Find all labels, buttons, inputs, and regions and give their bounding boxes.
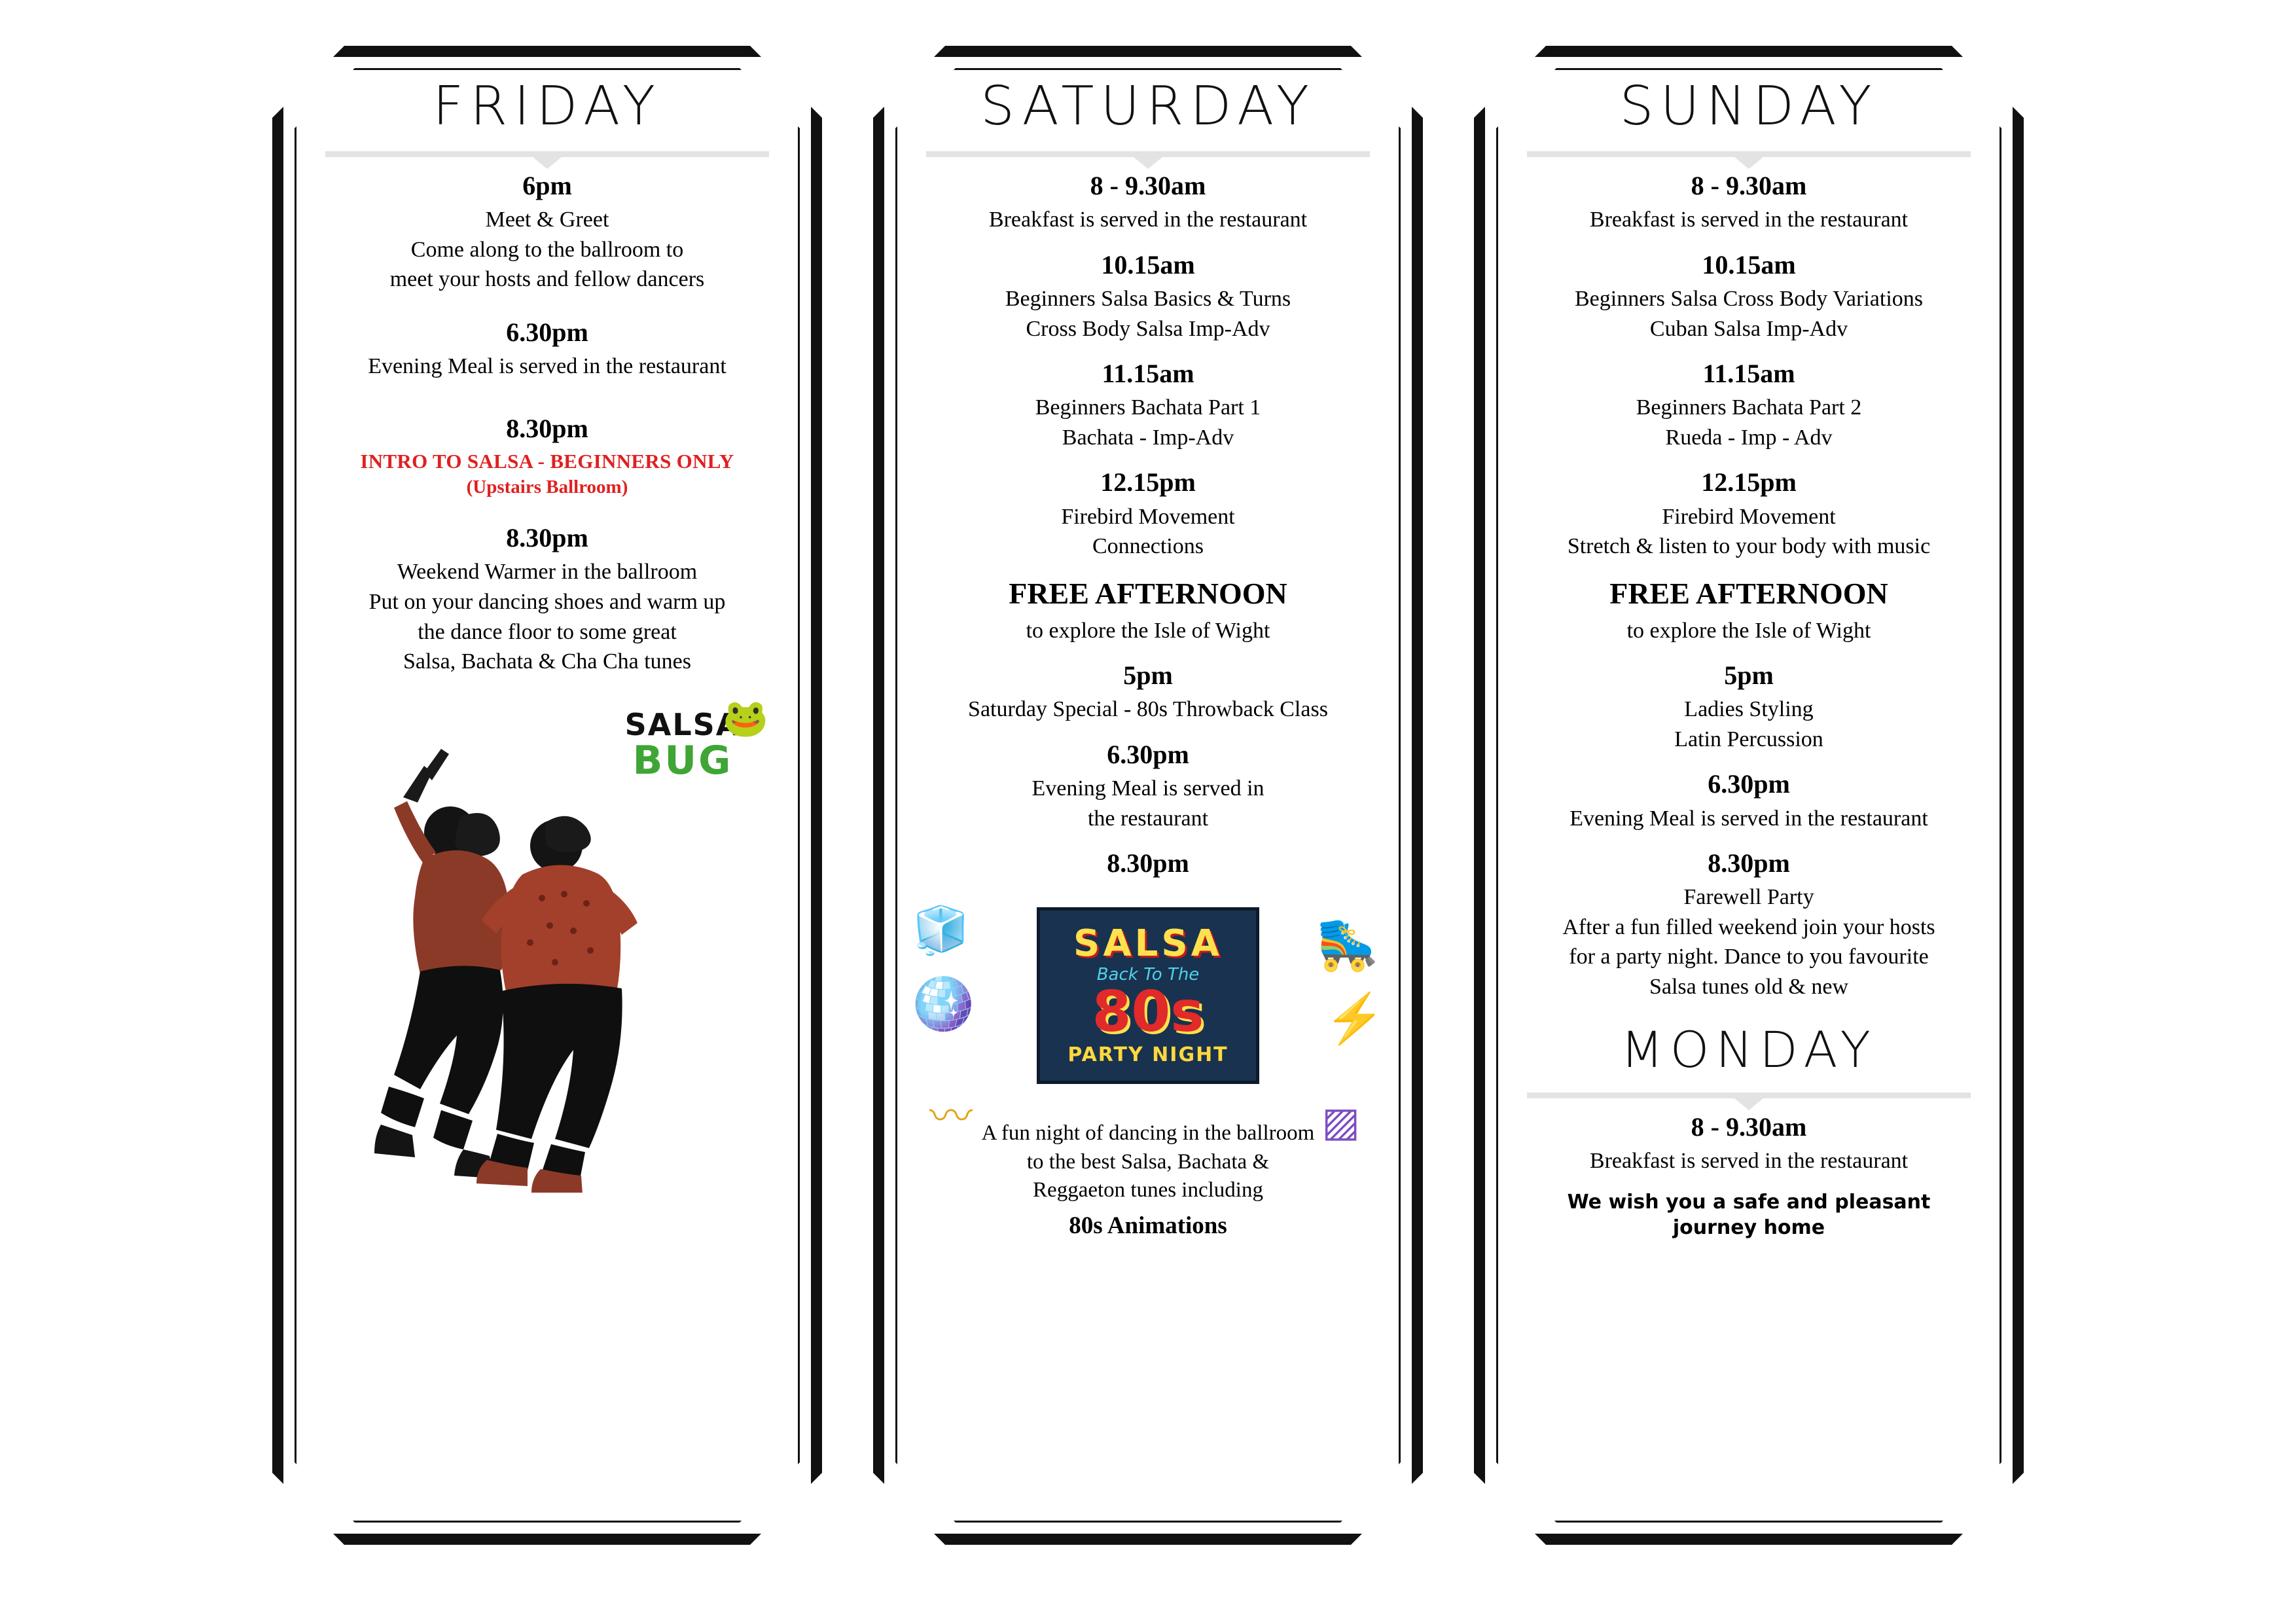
entry-time: 8.30pm xyxy=(1708,848,1790,878)
entry-time: 10.15am xyxy=(1702,249,1796,280)
schedule-entry xyxy=(907,846,1389,882)
day-title-monday: MONDAY xyxy=(1621,1020,1877,1079)
entry-time: FREE AFTERNOON xyxy=(1609,576,1888,610)
squiggle-icon: 〰 xyxy=(929,1093,973,1142)
schedule-entry xyxy=(306,521,788,676)
logo-line-2: Back To The xyxy=(1096,964,1200,984)
day-title-sunday: SUNDAY xyxy=(1619,75,1878,137)
divider-bar xyxy=(325,151,768,157)
footer-line: A fun night of dancing in the ballroom xyxy=(981,1121,1315,1146)
entry-line: Ladies Styling xyxy=(1684,697,1814,722)
divider-notch-icon xyxy=(1734,157,1763,169)
entry-list-saturday xyxy=(907,169,1389,895)
closing-message xyxy=(1508,1189,1990,1240)
entry-time: 6.30pm xyxy=(1107,739,1189,769)
entry-time: 8.30pm xyxy=(506,413,588,443)
ticket-content-friday xyxy=(306,75,788,1521)
entry-time: 8 - 9.30am xyxy=(1090,171,1206,201)
title-divider xyxy=(1527,1088,1970,1104)
entry-line: Beginners Salsa Basics & Turns xyxy=(1005,287,1291,312)
entry-time: FREE AFTERNOON xyxy=(1009,576,1287,610)
ticket-friday xyxy=(272,46,822,1545)
entry-line: Evening Meal is served in xyxy=(1031,776,1265,801)
schedule-entry xyxy=(907,357,1389,452)
entry-line: Come along to the ballroom to xyxy=(410,237,684,262)
lightning-bolt-icon: ⚡ xyxy=(1324,992,1385,1047)
closing-line: We wish you a safe and pleasant xyxy=(1567,1191,1931,1214)
saturday-footer-text xyxy=(907,1119,1389,1242)
entry-time: 5pm xyxy=(1724,660,1774,691)
entry-time: 12.15pm xyxy=(1701,467,1797,497)
entry-time: 8 - 9.30am xyxy=(1691,1112,1807,1142)
schedule-entry-free-afternoon xyxy=(1508,575,1990,645)
entry-time: 6.30pm xyxy=(1708,769,1790,799)
schedule-entry xyxy=(1508,1110,1990,1176)
entry-line: Put on your dancing shoes and warm up xyxy=(368,589,726,614)
schedule-entry xyxy=(1508,248,1990,344)
schedule-entry-free-afternoon xyxy=(907,575,1389,645)
entry-time: 8.30pm xyxy=(506,523,588,553)
entry-time: 8.30pm xyxy=(1107,848,1189,878)
ticket-content-saturday xyxy=(907,75,1389,1521)
entry-line: meet your hosts and fellow dancers xyxy=(389,267,705,292)
entry-time: 8 - 9.30am xyxy=(1691,171,1807,201)
schedule-entry xyxy=(1508,465,1990,561)
entry-time: 6pm xyxy=(522,171,572,201)
entry-line: Connections xyxy=(1092,534,1204,559)
entry-line: Salsa tunes old & new xyxy=(1649,974,1849,999)
schedule-entry xyxy=(907,248,1389,344)
divider-bar xyxy=(1527,151,1970,157)
footer-line: Reggaeton tunes including xyxy=(1033,1178,1263,1202)
divider-notch-icon xyxy=(533,157,562,169)
roller-skate-icon: 🛼 xyxy=(1316,916,1380,973)
schedule-entry xyxy=(306,169,788,295)
footer-line-bold: 80s Animations xyxy=(1069,1212,1227,1239)
entry-time: 6.30pm xyxy=(506,317,588,347)
divider-notch-icon xyxy=(1734,1098,1763,1110)
entry-line: Breakfast is served in the restaurant xyxy=(1589,1149,1909,1174)
schedule-entry xyxy=(306,412,788,501)
entry-line: Firebird Movement xyxy=(1061,504,1235,529)
ticket-sunday xyxy=(1474,46,2024,1545)
entry-line: Beginners Bachata Part 2 xyxy=(1636,395,1862,420)
entry-line: Bachata - Imp-Adv xyxy=(1062,425,1234,450)
entry-time: 12.15pm xyxy=(1100,467,1196,497)
entry-line: Beginners Salsa Cross Body Variations xyxy=(1574,287,1923,312)
entry-time: 10.15am xyxy=(1101,249,1195,280)
schedule-entry xyxy=(306,316,788,382)
title-divider xyxy=(926,147,1369,162)
schedule-entry xyxy=(907,169,1389,235)
entry-time: 5pm xyxy=(1123,660,1173,691)
entry-line: After a fun filled weekend join your hosts xyxy=(1562,914,1935,939)
entry-line-highlight: INTRO TO SALSA - BEGINNERS ONLY xyxy=(360,449,734,473)
entry-line: to explore the Isle of Wight xyxy=(1026,618,1270,643)
schedule-entry xyxy=(1508,767,1990,833)
divider-notch-icon xyxy=(1134,157,1162,169)
schedule-entry xyxy=(1508,846,1990,1001)
entry-line: the restaurant xyxy=(1087,806,1209,831)
entry-time: 11.15am xyxy=(1102,359,1194,389)
entry-line: Breakfast is served in the restaurant xyxy=(988,208,1308,232)
entry-line: Weekend Warmer in the ballroom xyxy=(397,560,698,585)
schedule-entry xyxy=(907,659,1389,725)
entry-line: Salsa, Bachata & Cha Cha tunes xyxy=(403,649,691,674)
entry-line: the dance floor to some great xyxy=(418,619,677,644)
entry-line: Rueda - Imp - Adv xyxy=(1665,425,1833,450)
memphis-stairs-icon: ▨ xyxy=(1321,1100,1360,1146)
rubiks-cube-icon: 🧊 xyxy=(912,906,970,957)
entry-line: Meet & Greet xyxy=(485,208,609,232)
eighties-party-logo xyxy=(1037,907,1259,1084)
entry-line: Latin Percussion xyxy=(1674,727,1823,751)
schedule-entry xyxy=(907,738,1389,833)
entry-list-friday xyxy=(306,169,788,690)
closing-line: journey home xyxy=(1672,1216,1825,1240)
schedule-entry xyxy=(1508,659,1990,754)
salsabug-logo-top: SALSA xyxy=(624,706,741,742)
entry-line: Cross Body Salsa Imp-Adv xyxy=(1026,316,1270,341)
entry-line: Firebird Movement xyxy=(1662,504,1836,529)
title-divider xyxy=(325,147,768,162)
entry-line: Stretch & listen to your body with music xyxy=(1567,534,1931,559)
logo-line-3: 80s xyxy=(1092,979,1204,1045)
schedule-entry xyxy=(907,465,1389,561)
entry-line: Evening Meal is served in the restaurant xyxy=(368,354,726,379)
divider-bar xyxy=(1527,1092,1970,1098)
entry-line: Evening Meal is served in the restaurant xyxy=(1570,806,1928,831)
monday-section xyxy=(1508,1020,1990,1254)
title-divider xyxy=(1527,147,1970,162)
frog-icon: 🐸 xyxy=(723,696,768,740)
entry-line: to explore the Isle of Wight xyxy=(1626,618,1871,643)
entry-line-highlight: (Upstairs Ballroom) xyxy=(466,477,628,498)
dancing-couple-silhouette-icon xyxy=(326,734,666,1193)
entry-line: for a party night. Dance to you favourite xyxy=(1569,945,1929,969)
footer-line: to the best Salsa, Bachata & xyxy=(1026,1149,1270,1174)
day-title-saturday: SATURDAY xyxy=(980,75,1316,137)
ticket-content-sunday xyxy=(1508,75,1990,1521)
ticket-saturday xyxy=(873,46,1423,1545)
salsabug-logo-bottom: BUG xyxy=(632,737,733,784)
entry-line: Breakfast is served in the restaurant xyxy=(1589,208,1909,232)
logo-line-4: PARTY NIGHT xyxy=(1067,1043,1229,1066)
entry-line: Beginners Bachata Part 1 xyxy=(1035,395,1261,420)
logo-line-1: SALSA xyxy=(1073,922,1223,965)
entry-line: Cuban Salsa Imp-Adv xyxy=(1649,316,1848,341)
entry-time: 11.15am xyxy=(1702,359,1795,389)
entry-line: Saturday Special - 80s Throwback Class xyxy=(968,697,1328,722)
entry-line: Farewell Party xyxy=(1683,885,1814,910)
friday-artwork xyxy=(306,695,788,1193)
schedule-entry xyxy=(1508,357,1990,452)
schedule-entry xyxy=(1508,169,1990,235)
disco-ball-robot-icon: 🪩 xyxy=(907,972,978,1036)
entry-list-sunday xyxy=(1508,169,1990,1015)
divider-bar xyxy=(926,151,1369,157)
day-title-friday: FRIDAY xyxy=(433,75,662,137)
